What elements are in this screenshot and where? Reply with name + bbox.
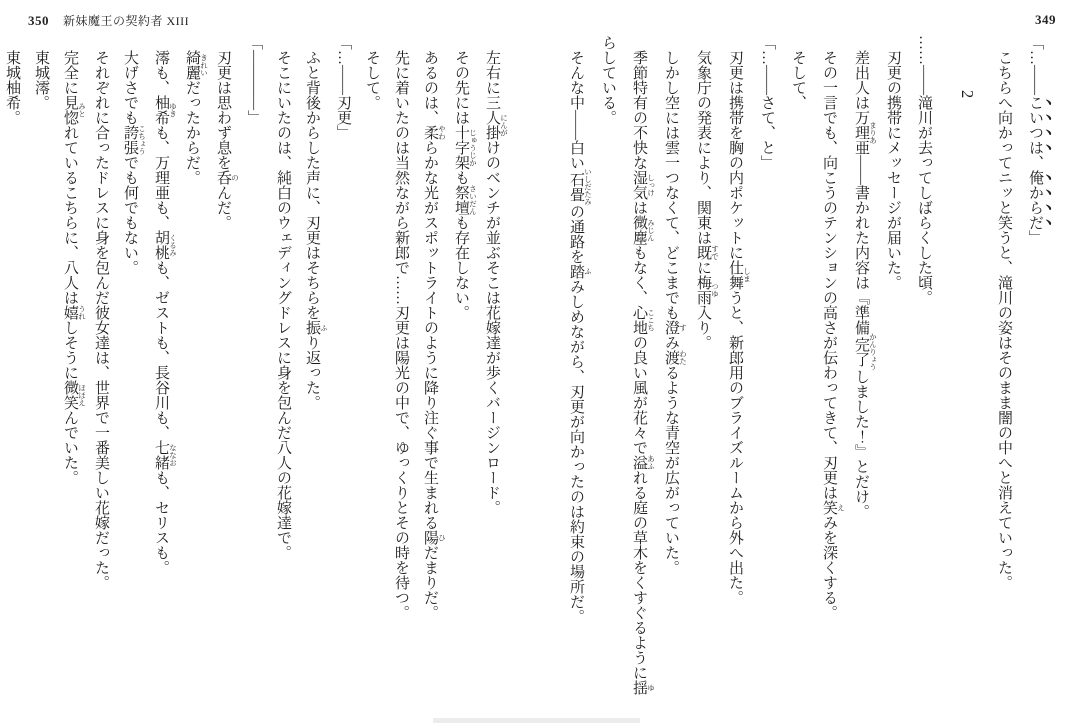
ruby-word: 湿気 しっけ	[631, 170, 656, 200]
ruby-word: 振 ふ	[304, 320, 329, 335]
paragraph: 綺麗 きれいだったからだ。	[184, 50, 209, 185]
paragraph: あるのは、柔 やわらかな光がスポットライトのように降り注ぐ事で生まれる陽 ひだまりだ。	[422, 50, 447, 620]
paragraph: 澪も、柚希 ゆきも、万理亜も、胡桃 くるみも、ゼストも、長谷川も、七緒 ななおも、セリスも。	[153, 50, 178, 575]
paragraph: ふと背後からした声に、刃更はそちらを振 ふり返った。	[304, 50, 329, 410]
page-number-left: 350	[28, 13, 49, 28]
paragraph: 刃更は思わず息を呑 のんだ。	[215, 50, 240, 230]
paragraph: そして、	[790, 50, 806, 110]
ruby-word: 踏 ふ	[568, 263, 593, 279]
paragraph: ……――滝川が去ってしばらくした頃。	[916, 35, 932, 305]
ruby-word: 笑 え	[821, 500, 846, 515]
ruby-word: 心地 ここち	[631, 305, 656, 335]
ruby-word: 祭壇 さいだん	[453, 185, 478, 215]
ruby-word: 誇張 こちょう	[122, 125, 147, 155]
ruby-word: 揺 ゆ	[631, 680, 656, 695]
ruby-word: 柚希 ゆき	[153, 95, 178, 125]
ruby-word: 十字架 じゅうじか	[453, 125, 478, 170]
running-header-right	[1035, 12, 1056, 30]
ruby-word: 胡桃 くるみ	[153, 230, 178, 260]
paragraph: 「…――こいつは、俺からだ」	[1027, 35, 1043, 245]
ruby-word: 嬉 うれ	[62, 305, 87, 320]
paragraph: そこにいたのは、純白のウェディングドレスに身を包んだ八人の花嫁達で。	[275, 50, 291, 560]
paragraph: 大げさでも誇張 こちょうでも何でもない。	[122, 50, 147, 275]
ruby-word: 陽 ひ	[422, 530, 447, 545]
paragraph: 東城澪。	[33, 50, 49, 110]
paragraph: 刃更は携帯を胸の内ポケットに仕舞 しまうと、新郎用のブライズルームから外へ出た。	[727, 50, 752, 605]
ruby-word: 人掛 にんが	[484, 110, 509, 140]
ruby-word: 石畳 いしだたみ	[568, 168, 593, 206]
section-number: 2	[958, 90, 977, 100]
ruby-word: 七緒 ななお	[153, 440, 178, 470]
page-349-text	[552, 35, 1054, 702]
running-header-left	[28, 12, 189, 30]
paragraph: その一言でも、向こうのテンションの高さが伝わってきて、刃更は笑 えみを深くする。	[821, 50, 846, 620]
paragraph: 刃更の携帯にメッセージが届いた。	[885, 50, 901, 290]
ruby-word: 柔 やわ	[422, 125, 447, 140]
ruby-word: 渡 わた	[663, 350, 688, 365]
ruby-word: 梅雨 つゆ	[695, 275, 720, 305]
book-title: 新妹魔王の契約者 XIII	[63, 14, 190, 28]
paragraph: その先には十字架 じゅうじかも祭壇 さいだんも存在しない。	[453, 50, 478, 320]
paragraph: こちらへ向かってニッと笑うと、滝川の姿はそのまま闇の中へと消えていった。	[996, 50, 1012, 590]
paragraph: 完全に見惚 みとれているこちらに、八人は嬉 うれしそうに微笑 ほほえんでいた。	[62, 50, 87, 485]
emphasized-text: 俺からだ	[1027, 170, 1043, 230]
paragraph: 差出人は万理亜 まりあ――書かれた内容は『準備完了 かんりょうしました！』とだけ。	[853, 50, 878, 519]
ruby-word: 溢 あふ	[631, 455, 656, 470]
paragraph: しかし空には雲一つなくて、どこまでも澄 すみ渡 わたるような青空が広がっていた。	[663, 50, 688, 575]
ruby-word: 既 すで	[695, 245, 720, 260]
ruby-word: 微笑 ほほえ	[62, 380, 87, 410]
paragraph: そして。	[364, 50, 380, 110]
ruby-word: 完了 かんりょう	[853, 333, 878, 371]
paragraph: 「…――さて、と」	[759, 35, 775, 170]
ruby-word: 微塵 みじん	[631, 215, 656, 245]
ruby-word: 万理亜 まりあ	[853, 110, 878, 155]
ruby-word: 呑 の	[215, 170, 240, 185]
paragraph: 気象庁の発表により、関東は既 すでに梅雨 つゆ入り。	[695, 50, 720, 350]
paragraph: 東城柚希。	[4, 50, 20, 125]
paragraph: 「――――」	[246, 35, 262, 125]
ruby-word: 綺麗 きれい	[184, 50, 209, 80]
paragraph: 左右に三人掛 にんがけのベンチが並ぶそこは花嫁達が歩くバージンロード。	[484, 50, 509, 515]
paragraph: 先に着いたのは当然ながら新郎で……刃更は陽光の中で、ゆっくりとその時を待つ。	[393, 50, 409, 620]
paragraph: そんな中――白い石畳 いしだたみの通路を踏 ふみしめながら、刃更が向かったのは約束の場所だ。	[568, 50, 593, 624]
page-349	[540, 0, 1080, 725]
paragraph: 「…――刃更」	[335, 35, 351, 140]
ruby-word: 澄 す	[663, 320, 688, 335]
page-number-right: 349	[1035, 12, 1056, 27]
page-350-text	[4, 35, 509, 702]
emphasized-text: こいつは	[1027, 95, 1043, 155]
paragraph: 季節特有の不快な湿気 しっけは微塵 みじんもなく、心地 ここちの良い風が花々で溢 あふれる庭の草木をくすぐるように揺 ゆらしている。	[600, 35, 656, 695]
ruby-word: 見惚 みと	[62, 95, 87, 125]
scan-bottom-artifact	[433, 718, 640, 723]
paragraph: それぞれに合ったドレスに身を包んだ彼女達は、世界で一番美しい花嫁だった。	[93, 50, 109, 590]
ruby-word: 仕舞 しま	[727, 260, 752, 290]
